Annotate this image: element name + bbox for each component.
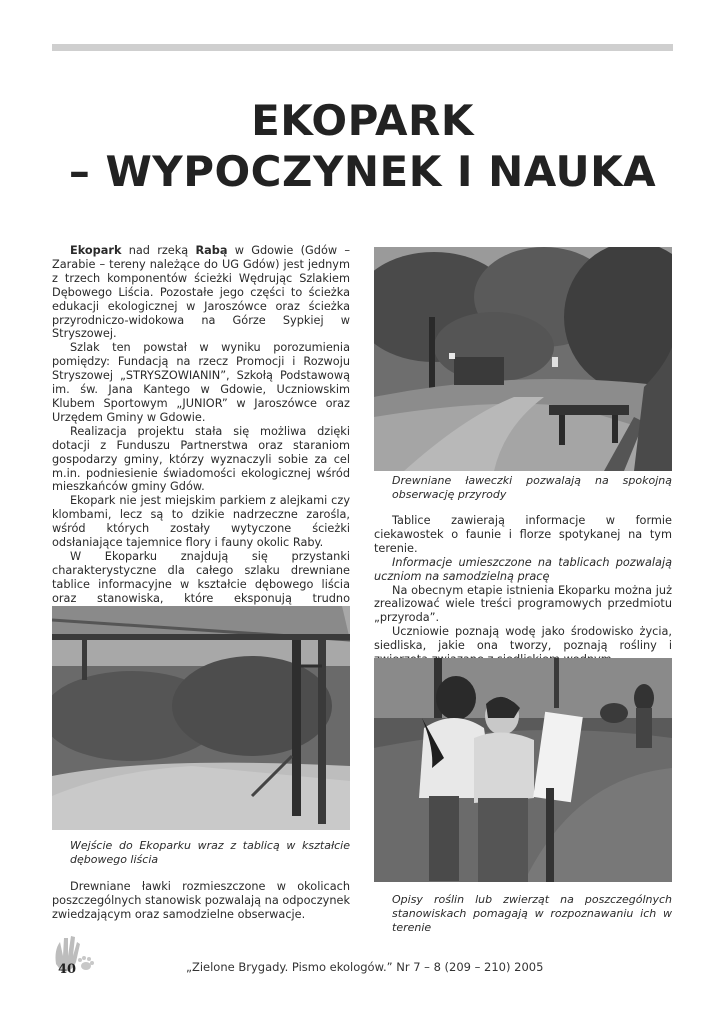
article-title-line1: EKOPARK	[251, 96, 474, 145]
caption-photo-entrance: Wejście do Ekoparku wraz z tablicą w kształcie dębowego liścia	[70, 839, 350, 866]
photo-benches	[374, 247, 672, 471]
paragraph: Realizacja projektu stała się możliwa dzięki dotacji z Funduszu Partnerstwa oraz staraniom gospodarzy gminy, którzy wyznaczyli sobie za cel m.in. podniesienie świadomości ekologicznej wśród mieszkańców gminy Gdów.	[52, 424, 350, 494]
text-run: w Gdowie (Gdów – Zarabie – tereny należące do UG Gdów) jest jednym z trzech komponentów ścieżki Wędrując Szlakiem Dębowego Liścia. Pozostałe jego części to ścieżka edukacji ekologicznej w Jaroszówce oraz ścieżka przyrodniczo-widokowa na Górze Sypkiej w Stryszowej.	[52, 244, 350, 341]
paragraph: Uczniowie poznają wodę jako środowisko życia, siedliska, jakie ona tworzy, poznają rośliny i	[374, 625, 672, 653]
left-column-text	[52, 244, 350, 619]
bold-term: Ekopark	[70, 244, 122, 257]
paragraph: Tablice zawierają informacje w formie ciekawostek o faunie i florze spotykanej na tym terenie.	[374, 514, 672, 555]
journal-footer: „Zielone Brygady. Pismo ekologów.” Nr 7 – 8 (209 – 210) 2005	[186, 960, 544, 974]
paragraph: Ekopark nie jest miejskim parkiem z alejkami czy klombami, lecz są to dzikie nadrzeczne zarośla, wśród których zostały wytyczone ścieżki odsłaniające tajemnice flory i fauny okolic Raby.	[52, 494, 350, 550]
paragraph: Drewniane ławki rozmieszczone w okolicach poszczególnych stanowisk pozwalają na odpoczynek zwiedzającym oraz samodzielne obserwacje.	[52, 880, 350, 921]
page-number: 40	[58, 962, 77, 977]
photo-entrance	[52, 606, 350, 830]
paragraph-italic: Informacje umieszczone na tablicach pozwalają uczniom na samodzielną pracę	[374, 555, 672, 583]
text-run: nad rzeką	[121, 244, 196, 257]
paragraph: W Ekoparku znajdują się przystanki charakterystyczne dla całego szlaku drewniane tablice informacyjne w kształcie dębowego liścia oraz stanowiska, które eksponują trudno	[52, 549, 350, 605]
bold-term: Rabą	[195, 244, 228, 257]
right-column-text	[374, 514, 672, 667]
left-bottom-text	[52, 880, 350, 922]
paragraph: Na obecnym etapie istnienia Ekoparku można już zrealizować wiele treści programowych przedmiotu „przyroda”.	[374, 583, 672, 625]
top-rule	[52, 44, 673, 51]
caption-photo-benches: Drewniane ławeczki pozwalają na spokojną obserwację przyrody	[392, 474, 672, 501]
paragraph	[52, 244, 350, 341]
photo-students	[374, 658, 672, 882]
caption-photo-students: Opisy roślin lub zwierząt na poszczególnych stanowiskach pomagają w rozpoznawaniu ich w terenie	[392, 893, 672, 934]
article-title-line2: – WYPOCZYNEK I NAUKA	[68, 147, 657, 196]
paragraph: Szlak ten powstał w wyniku porozumienia pomiędzy: Fundacją na rzecz Promocji i Rozwoju Stryszowej „STRYSZOWIANIN”, Szkołą Podstawową im. św. Jana Kantego w Gdowie, Uczniowskim Klubem Sportowym „JUNIOR” w Jaroszówce oraz Urzędem Gminy w Gdowie.	[52, 341, 350, 424]
